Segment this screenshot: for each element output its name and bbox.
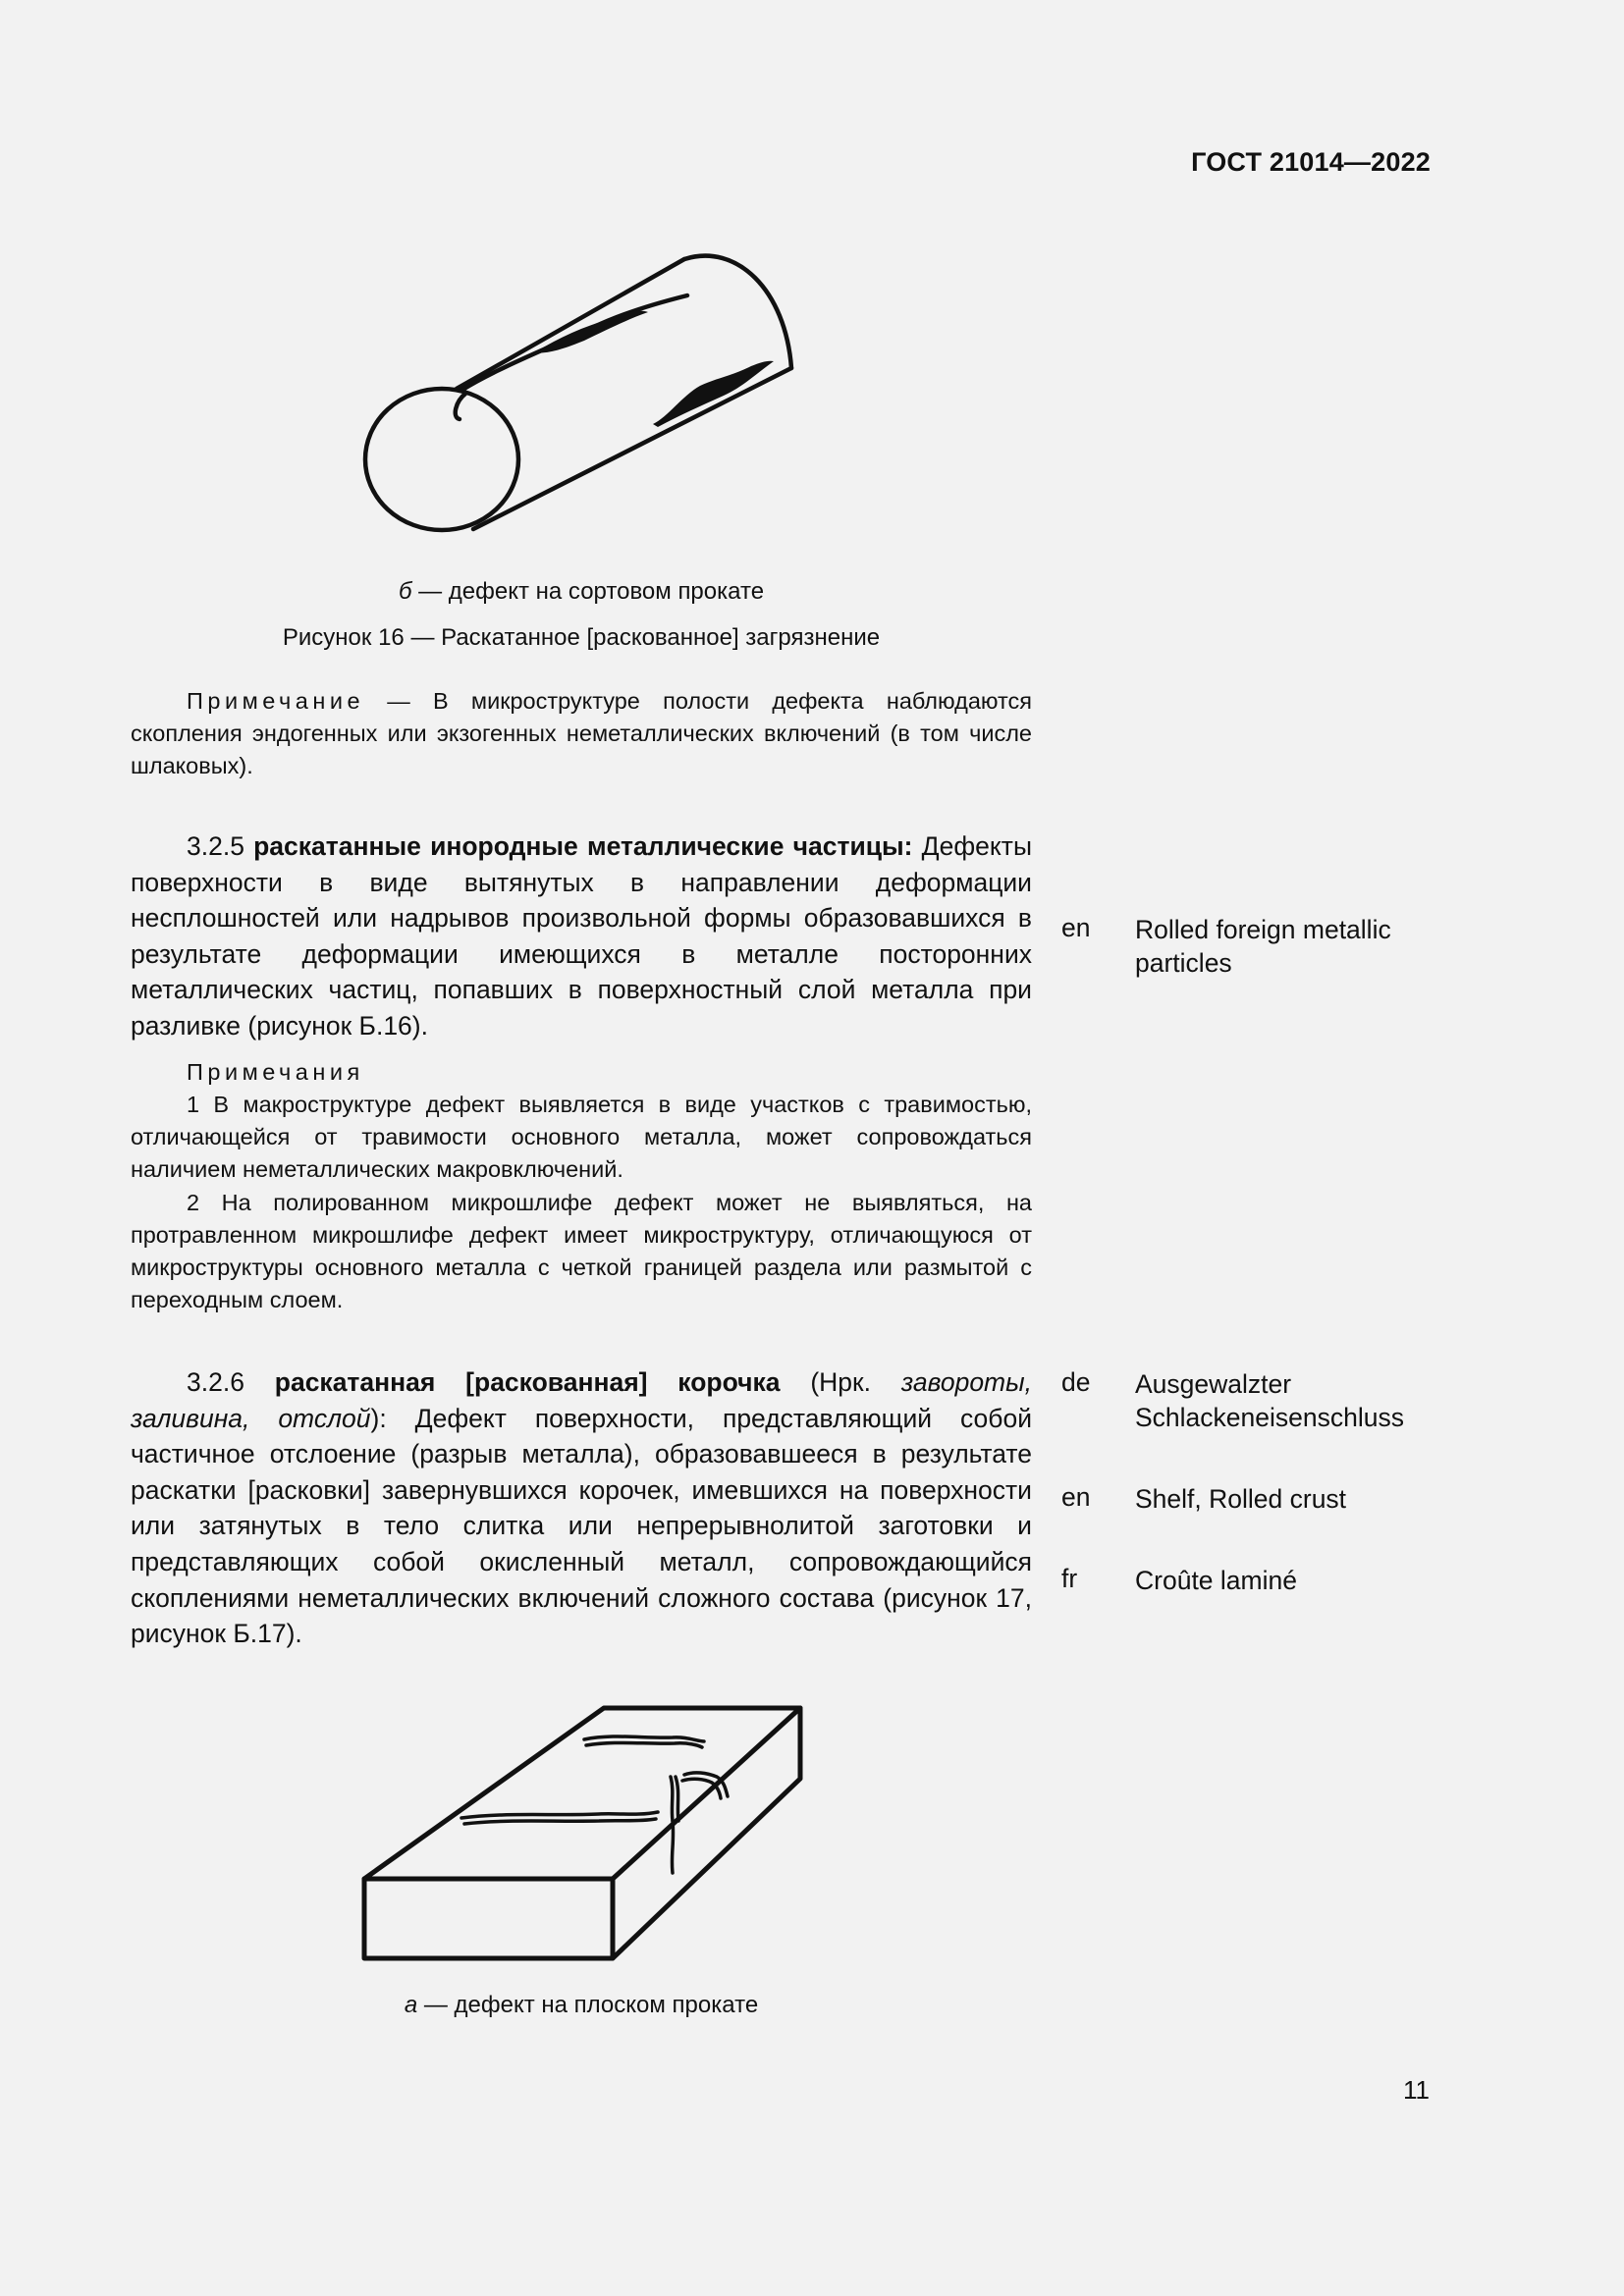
- term-3-2-5: раскатанные инородные металлические частицы:: [253, 831, 913, 861]
- slag-inclusion-lower: [653, 361, 774, 427]
- note-3-2-5-2: 2 На полированном микрошлифе дефект может не выявляться, на протравленном микрошлифе дефект имеет микроструктуру, отличающуюся от микроструктуры основного металла с четкой границей раздела или размытой с переходным слоем.: [131, 1190, 1032, 1312]
- note-3-2-5-1: 1 В макроструктуре дефект выявляется в виде участков с травимостью, отличающейся от травимости основного металла, может сопровождаться наличием неметаллических макровключений.: [131, 1092, 1032, 1182]
- figure-16-caption: Рисунок 16 — Раскатанное [раскованное] загрязнение: [282, 624, 881, 651]
- term-translation-3-2-6-fr: Croûte laminé: [1135, 1566, 1297, 1595]
- document-header: ГОСТ 21014—2022: [1191, 147, 1431, 177]
- note-figure-16: Примечание — В микроструктуре полости дефекта наблюдаются скопления эндогенных или экзогенных неметаллических включений (в том числе шлаковых).: [131, 688, 1032, 778]
- figure-17a-subcaption: а — дефект на плоском прокате: [404, 1992, 759, 2018]
- figure-17a-slab-drawing: [358, 1698, 810, 1968]
- term-translation-3-2-6-en: Shelf, Rolled crust: [1135, 1484, 1347, 1514]
- figure-16b-subcaption: б — дефект на сортовом прокате: [398, 578, 765, 605]
- notes-heading-3-2-5: Примечания: [187, 1059, 364, 1085]
- lang-code-3-2-6-fr: fr: [1061, 1564, 1078, 1593]
- term-3-2-6: раскатанная [раскованная] корочка: [274, 1367, 781, 1397]
- lang-code-3-2-6-de: de: [1061, 1367, 1091, 1397]
- page-number: 11: [1403, 2075, 1430, 2105]
- synonyms-3-2-6: завороты, заливина, отслой: [131, 1367, 1032, 1433]
- section-3-2-6: 3.2.6 раскатанная [раскованная] корочка (Нрк. завороты, заливина, отслой): Дефект поверхности, представляющий собой частичное отслоение (разрыв металла), образовавшееся в результате раскатки [расковки] завернувшихся корочек, имевшихся на поверхности или затянутых в тело слитка или непрерывнолитой заготовки и представляющих собой окисленный металл, сопровождающийся скоплениями неметаллических включений сложного состава (рисунок 17, рисунок Б.17).: [131, 1367, 1032, 1649]
- term-translation-3-2-6-de: Ausgewalzter Schlackeneisenschluss: [1135, 1369, 1404, 1432]
- lang-code-3-2-6-en: en: [1061, 1482, 1091, 1512]
- slag-inclusion-upper: [535, 311, 648, 353]
- section-3-2-5: 3.2.5 раскатанные инородные металлические частицы: Дефекты поверхности в виде вытянутых в направлении деформации несплошностей или надрывов произвольной формы образовавшихся в результате деформации имеющихся в металле посторонних металлических частиц, попавших в поверхностный слой металла при разливке (рисунок Б.16).: [131, 831, 1032, 1041]
- figure-16b-bar-drawing: [363, 250, 805, 545]
- term-translation-3-2-5-en: Rolled foreign metallic particles: [1135, 915, 1391, 978]
- lang-code-3-2-5-en: en: [1061, 913, 1091, 942]
